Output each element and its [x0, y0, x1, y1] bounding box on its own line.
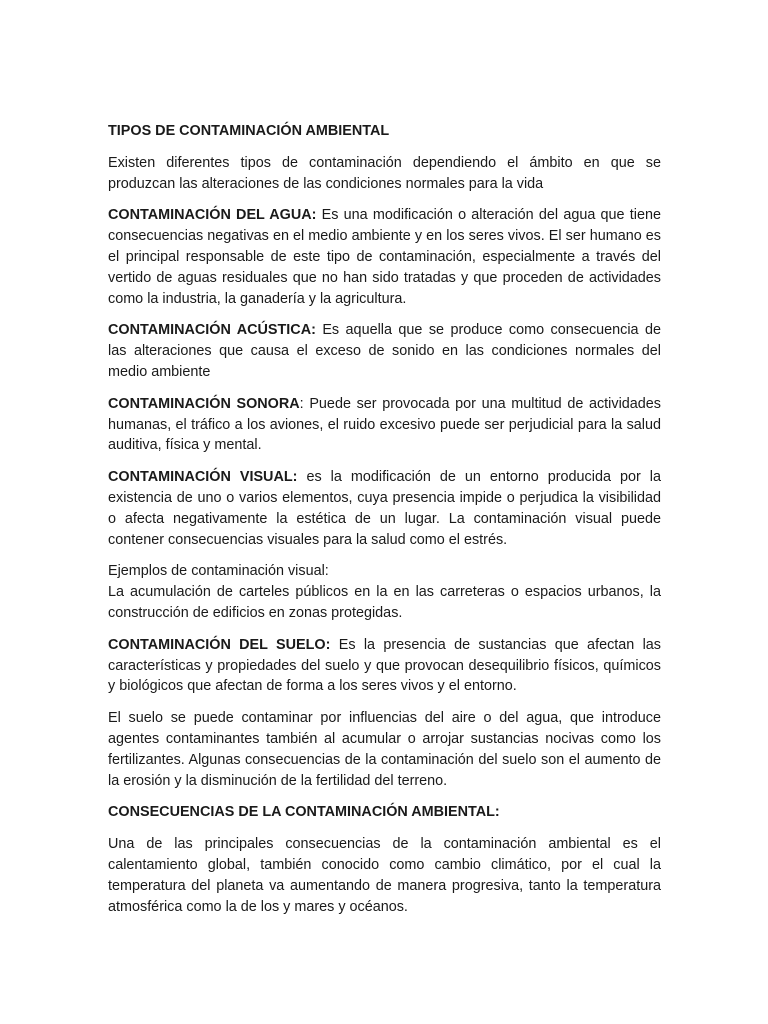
acustica-paragraph	[108, 320, 661, 382]
sonora-term: CONTAMINACIÓN SONORA	[108, 395, 300, 412]
document-title: TIPOS DE CONTAMINACIÓN AMBIENTAL	[108, 123, 390, 139]
suelo-paragraph	[108, 635, 661, 697]
ejemplos-text: La acumulación de carteles públicos en la en las carreteras o espacios urbanos, la construcción de edificios en zonas protegidas.	[108, 584, 661, 621]
document-page	[108, 121, 661, 928]
visual-text: es la modificación de un entorno producida por la existencia de uno o varios elementos, cuya presencia impide o perjudica la visibilidad o afecta negativamente la estética de un lugar. La contaminación visual puede contener consecuencias visuales para la salud como el estrés.	[108, 469, 661, 548]
acustica-text: Es aquella que se produce como consecuencia de las alteraciones que causa el exceso de sonido en las condiciones normales del medio ambiente	[108, 322, 661, 380]
acustica-term: CONTAMINACIÓN ACÚSTICA:	[108, 322, 316, 339]
suelo-text: Es la presencia de sustancias que afectan las características y propiedades del suelo y que provocan desequilibrio físicos, químicos y biológicos que afectan de forma a los seres vivos y el entorno.	[108, 636, 661, 695]
visual-paragraph	[108, 467, 661, 550]
sonora-text: : Puede ser provocada por una multitud de actividades humanas, el tráfico a los aviones, el ruido excesivo puede ser perjudicial para la salud auditiva, física y mental.	[108, 395, 661, 454]
agua-paragraph	[108, 205, 661, 309]
agua-term: CONTAMINACIÓN DEL AGUA:	[108, 207, 317, 224]
suelo-term: CONTAMINACIÓN DEL SUELO:	[108, 636, 331, 653]
suelo-extra-paragraph: El suelo se puede contaminar por influencias del aire o del agua, que introduce agentes contaminantes también al acumular o arrojar sustancias nocivas como los fertilizantes. Algunas consecuencias de la contaminación del suelo son el aumento de la erosión y la disminución de la fertilidad del terreno.	[108, 710, 661, 789]
ejemplos-heading: Ejemplos de contaminación visual:	[108, 563, 329, 580]
ejemplos-paragraph	[108, 561, 661, 623]
sonora-paragraph	[108, 394, 661, 456]
agua-text: Es una modificación o alteración del agua que tiene consecuencias negativas en el medio ambiente y en los seres vivos. El ser humano es el principal responsable de este tipo de contaminación, especialmente a través del vertido de aguas residuales que no han sido tratadas y que proceden de actividades como la industria, la ganadería y la agricultura.	[108, 207, 661, 307]
intro-paragraph: Existen diferentes tipos de contaminación dependiendo el ámbito en que se produzcan las alteraciones de las condiciones normales para la vida	[108, 154, 661, 192]
visual-term: CONTAMINACIÓN VISUAL:	[108, 469, 298, 486]
consecuencias-paragraph: Una de las principales consecuencias de la contaminación ambiental es el calentamiento global, también conocido como cambio climático, por el cual la temperatura del planeta va aumentando de manera progresiva, tanto la temperatura atmosférica como la de los y mares y océanos.	[108, 836, 661, 915]
consecuencias-title: CONSECUENCIAS DE LA CONTAMINACIÓN AMBIENTAL:	[108, 804, 500, 821]
